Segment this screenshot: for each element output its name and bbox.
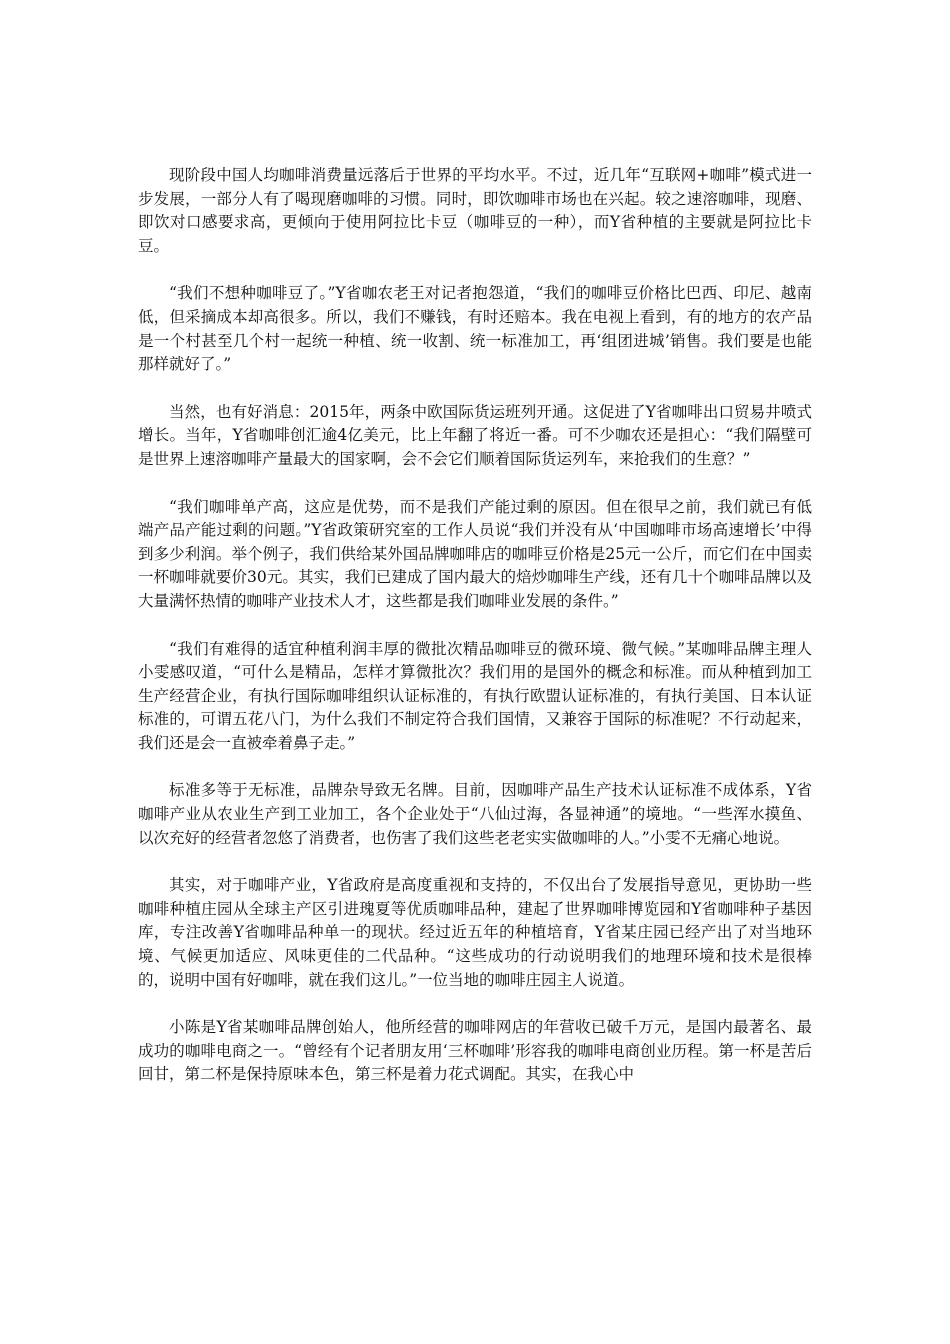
paragraph-6: 标准多等于无标准，品牌杂导致无名牌。目前，因咖啡产品生产技术认证标准不成体系，Y省咖啡产业从农业生产到工业加工，各个企业处于“八仙过海，各显神通”的境地。“一些浑水摸鱼、以次充好的经营者忽悠了消费者，也伤害了我们这些老老实实做咖啡的人。”小雯不无痛心地说。: [138, 781, 812, 847]
paragraph-3: 当然，也有好消息：2015年，两条中欧国际货运班列开通。这促进了Y省咖啡出口贸易井喷式增长。当年，Y省咖啡创汇逾4亿美元，比上年翻了将近一番。可不少咖农还是担心：“我们隔壁可是世界上速溶咖啡产量最大的国家啊，会不会它们顺着国际货运列车，来抢我们的生意？”: [138, 402, 812, 468]
paragraph-7: 其实，对于咖啡产业，Y省政府是高度重视和支持的，不仅出台了发展指导意见，更协助一些咖啡种植庄园从全球主产区引进瑰夏等优质咖啡品种，建起了世界咖啡博览园和Y省咖啡种子基因库，专注改善Y省咖啡品种单一的现状。经过近五年的种植培育，Y省某庄园已经产出了对当地环境、气候更加适应、风味更佳的二代品种。“这些成功的行动说明我们的地理环境和技术是很棒的，说明中国有好咖啡，就在我们这儿。”一位当地的咖啡庄园主人说道。: [138, 876, 812, 989]
paragraph-5: “我们有难得的适宜种植利润丰厚的微批次精品咖啡豆的微环境、微气候。”某咖啡品牌主理人小雯感叹道，“可什么是精品，怎样才算微批次？我们用的是国外的概念和标准。而从种植到加工生产经营企业，有执行国际咖啡组织认证标准的，有执行欧盟认证标准的，有执行美国、日本认证标准的，可谓五花八门，为什么我们不制定符合我们国情，又兼容于国际的标准呢？不行动起来，我们还是会一直被牵着鼻子走。”: [138, 639, 812, 752]
paragraph-2: “我们不想种咖啡豆了。”Y省咖农老王对记者抱怨道，“我们的咖啡豆价格比巴西、印尼、越南低，但采摘成本却高很多。所以，我们不赚钱，有时还赔本。我在电视上看到，有的地方的农产品是一个村甚至几个村一起统一种植、统一收割、统一标准加工，再‘组团进城’销售。我们要是也能那样就好了。”: [138, 284, 812, 374]
paragraph-4: “我们咖啡单产高，这应是优势，而不是我们产能过剩的原因。但在很早之前，我们就已有低端产品产能过剩的问题。”Y省政策研究室的工作人员说“我们并没有从‘中国咖啡市场高速增长’中得到多少利润。举个例子，我们供给某外国品牌咖啡店的咖啡豆价格是25元一公斤，而它们在中国卖一杯咖啡就要价30元。其实，我们已建成了国内最大的焙炒咖啡生产线，还有几十个咖啡品牌以及大量满怀热情的咖啡产业技术人才，这些都是我们咖啡业发展的条件。”: [138, 497, 812, 610]
paragraph-1: 现阶段中国人均咖啡消费量远落后于世界的平均水平。不过，近几年“互联网+咖啡”模式进一步发展，一部分人有了喝现磨咖啡的习惯。同时，即饮咖啡市场也在兴起。较之速溶咖啡，现磨、即饮对口感要求高，更倾向于使用阿拉比卡豆（咖啡豆的一种），而Y省种植的主要就是阿拉比卡豆。: [138, 166, 812, 255]
paragraph-8: 小陈是Y省某咖啡品牌创始人，他所经营的咖啡网店的年营收已破千万元，是国内最著名、最成功的咖啡电商之一。“曾经有个记者朋友用‘三杯咖啡’形容我的咖啡电商创业历程。第一杯是苦后回甘，第二杯是保持原味本色，第三杯是着力花式调配。其实，在我心中: [138, 1018, 812, 1084]
article-body: [138, 164, 812, 1111]
